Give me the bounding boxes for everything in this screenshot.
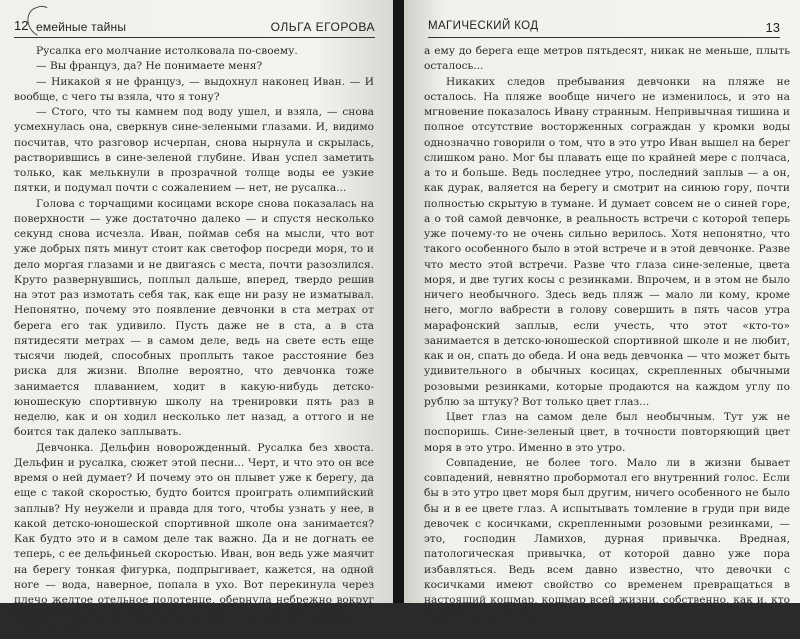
paragraph: Совпадение, не более того. Мало ли в жизни бывает совпадений, невнятно пробормотал его внутренний голос. Если бы в это утро цвет моря был другим, ничего особенного не было бы и в ее цвете глаз. А испытывать томление в груди при виде девочек с косичками, скрепленными розовыми резинками, — это, господин Ламихов, дурная привычка. Вредная, патологическая привычка, от которой давно уже пора избавляться. Ведь всем давно известно, что девочки с косичками имеют свойство со временем превращаться в настоящий кошмар, кошмар всей жизни, собственно, как и, кто из этих девочки мо- <box>424 456 790 622</box>
paragraph: Девчонка. Дельфин новорожденный. Русалка без хвоста. Дельфин и русалка, сюжет этой песни... Черт, и что это он все время о ней думает? И почему это он плывет уже к берегу, да еще с такой скоростью, будто боится проиграть олимпийский заплыв? Ну неужели и правда для того, чтобы узнать у нее, в какой детско-юношеской спортивной школе она занимается? Как будто это и в самом деле так важно. Да и не догнать ее теперь, с ее дельфиньей скоростью. Иван, вон ведь уже маячит на берегу тонкая фигурка, подпрыгивает, кажется, на одной ноге — вода, наверное, попала в ухо. Вот перекинула через плечо желтое отельное полотенце, обернула небрежно вокруг бедер какую-то цветастую тряпочку — и снова уже скрылась в пихтовом туннеле, <box>14 441 374 637</box>
right-page-text <box>424 44 790 624</box>
paragraph: — Никакой я не француз, — выдохнул наконец Иван. — И вообще, с чего ты взяла, что я тону? <box>14 75 374 103</box>
page-number: 13 <box>765 20 780 35</box>
left-page-header <box>14 14 375 36</box>
series-title: емейные тайны <box>36 20 127 34</box>
paragraph: — Вы француз, да? Не понимаете меня? <box>36 60 263 73</box>
right-page <box>404 0 800 622</box>
author-name: ОЛЬГА ЕГОРОВА <box>270 20 375 34</box>
right-page-header <box>428 14 780 36</box>
header-rule <box>428 37 780 38</box>
paragraph: Русалка его молчание истолковала по-своему. <box>36 45 298 57</box>
book-title: МАГИЧЕСКИЙ КОД <box>428 20 539 32</box>
book-gutter <box>393 0 404 603</box>
left-page-text <box>14 44 374 639</box>
left-page <box>0 0 393 637</box>
paragraph: Цвет глаз на самом деле был необычным. Тут уж не поспоришь. Сине-зеленый цвет, в точности повторяющий цвет моря в это утро. Именно в это утро. <box>424 411 790 454</box>
paragraph: — Стого, что ты камнем под воду ушел, и взяла, — снова усмехнулась она, сверкнув сине-зелеными глазами. И, видимо посчитав, что разговор исчерпан, снова нырнула и скрылась, растворившись в сине-зеленой глубине. Иван успел заметить только, как мелькнули в прозрачной толще воды ее узкие пятки, и подумал почти с сожалением — нет, не русалка... <box>14 106 374 195</box>
paragraph: а ему до берега еще метров пятьдесят, никак не меньше, плыть осталось... <box>424 45 790 73</box>
header-rule <box>14 37 375 38</box>
page-number: 12 <box>14 18 29 33</box>
paragraph: Голова с торчащими косицами вскоре снова показалась на поверхности — уже достаточно далеко — и спустя несколько секунд снова исчезла. Иван, поймав себя на мысли, что вот уже добрых пять минут стоит как светофор посреди моря, то и дело моргая глазами и не двигаясь с места, почти разозлился. Круто развернувшись, поплыл дальше, вперед, твердо решив на этот раз измотать себя так, как еще ни разу не изматывал. Непонятно, почему это появление девчонки в ста метрах от берега его так удивило. Пусть даже не в ста, а в ста пятидесяти метрах — в самом деле, ведь на свете есть еще тысячи людей, способных проплыть такое расстояние без риска для жизни. Вполне вероятно, что девчонка тоже занимается плаванием, ходит в какую-нибудь детско-юношескую спортивную школу на тренировки пять раз в неделю, как и он ходил несколько лет назад, а оттого и не боится так далеко заплывать. <box>14 197 374 439</box>
paragraph: Никаких следов пребывания девчонки на пляже не осталось. На пляже вообще ничего не изменилось, и это на мгновение показалось Ивану странным. Непривычная тишина и полное отсутствие восторженных сограждан у кромки воды однозначно говорили о том, что в это утро Иван вышел на берег слишком рано. Мог бы плавать еще по крайней мере с полчаса, а то и больше. Ведь последнее утро, последний заплыв — а он, как дурак, валяется на берегу и смотрит на синюю гору, почти полностью скрытую в тумане. И думает совсем не о синей горе, а о той самой девчонке, в реальность встречи с которой теперь уже почему-то не очень сильно верилось. Хотя непонятно, что такого особенного было в этой встрече и в этой девчонке. Разве что место этой встречи. Разве что глаза сине-зеленые, цвета моря, и две тугих косы с резинками. Впрочем, и в этом не было ничего необычного. Здесь ведь пляж — мало ли кому, кроме него, могло вабрести в голову совершить в пять часов утра марафонский заплыв, если учесть, что этот «кто-то» занимается в детско-юношеской спортивной школе и не любит, как и он, спать до обеда. И она ведь девчонка — что может быть удивительного в обычных косицах, скрепленных обычными розовыми резинками, которые продаются на каждом углу по рублю за штуку? Вот только цвет глаз... <box>424 75 790 408</box>
